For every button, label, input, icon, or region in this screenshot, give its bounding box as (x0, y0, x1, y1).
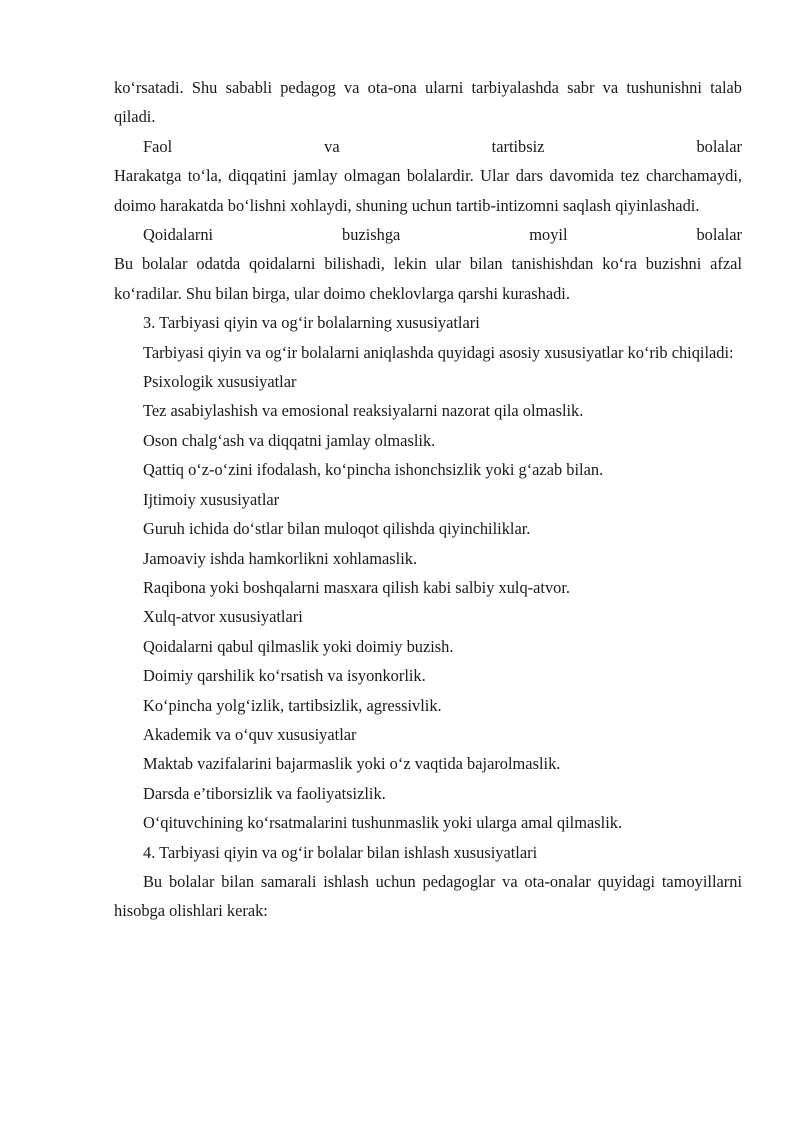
heading-word: Qoidalarni (143, 225, 214, 245)
list-item: Psixologik xususiyatlar (143, 372, 297, 392)
heading-word: moyil (529, 225, 568, 245)
list-item: Ko‘pincha yolg‘izlik, tartibsizlik, agressivlik. (143, 695, 442, 715)
paragraph-rule-breaking: Bu bolalar odatda qoidalarni bilishadi, lekin ular bilan tanishishdan ko‘ra buzishni afzal ko‘radilar. Shu bilan birga, ular doimo cheklovlarga qarshi kurashadi. (114, 254, 742, 303)
section-heading-4: 4. Tarbiyasi qiyin va og‘ir bolalar bilan ishlash xususiyatlari (143, 842, 538, 862)
list-item: O‘qituvchining ko‘rsatmalarini tushunmaslik yoki ularga amal qilmaslik. (143, 813, 623, 833)
section-heading-3: 3. Tarbiyasi qiyin va og‘ir bolalarning xususiyatlari (143, 313, 480, 333)
paragraph-continuation: ko‘rsatadi. Shu sababli pedagog va ota-ona ularni tarbiyalashda sabr va tushunishni talab qiladi. (114, 78, 742, 127)
heading-word: tartibsiz (491, 136, 545, 156)
list-item: Ijtimoiy xususiyatlar (143, 489, 280, 509)
list-item: Xulq-atvor xususiyatlari (143, 607, 303, 627)
heading-word: Faol (143, 136, 173, 156)
heading-word: buzishga (342, 225, 401, 245)
document-page (114, 73, 742, 926)
list-item: Qattiq o‘z-o‘zini ifodalash, ko‘pincha ishonchsizlik yoki g‘azab bilan. (143, 460, 604, 480)
heading-word: bolalar (696, 225, 742, 245)
list-item: Tez asabiylashish va emosional reaksiyalarni nazorat qila olmaslik. (143, 401, 584, 421)
paragraph-principles-intro: Bu bolalar bilan samarali ishlash uchun pedagoglar va ota-onalar quyidagi tamoyillarni hisobga olishlari kerak: (114, 871, 742, 921)
list-item: Raqibona yoki boshqalarni masxara qilish kabi salbiy xulq-atvor. (143, 577, 570, 597)
paragraph-features-intro: Tarbiyasi qiyin va og‘ir bolalarni aniqlashda quyidagi asosiy xususiyatlar ko‘rib chiqiladi: (143, 342, 734, 362)
heading-word: va (324, 136, 340, 156)
paragraph-active-children: Harakatga to‘la, diqqatini jamlay olmagan bolalardir. Ular dars davomida tez charchamaydi, doimo harakatda bo‘lishni xohlaydi, shuning uchun tartib-intizomni saqlash qiyinlashadi. (114, 166, 742, 215)
heading-word: bolalar (696, 136, 742, 156)
heading-rule-breaking-children (114, 220, 742, 249)
list-item: Akademik va o‘quv xususiyatlar (143, 724, 357, 744)
list-item: Maktab vazifalarini bajarmaslik yoki o‘z vaqtida bajarolmaslik. (143, 754, 561, 774)
list-item: Darsda e’tiborsizlik va faoliyatsizlik. (143, 783, 386, 803)
list-item: Qoidalarni qabul qilmaslik yoki doimiy buzish. (143, 636, 454, 656)
list-item: Guruh ichida do‘stlar bilan muloqot qilishda qiyinchiliklar. (143, 519, 531, 539)
heading-active-disorderly-children (114, 132, 742, 161)
list-item: Oson chalg‘ash va diqqatni jamlay olmaslik. (143, 430, 436, 450)
list-item: Jamoaviy ishda hamkorlikni xohlamaslik. (143, 548, 418, 568)
list-item: Doimiy qarshilik ko‘rsatish va isyonkorlik. (143, 666, 426, 686)
